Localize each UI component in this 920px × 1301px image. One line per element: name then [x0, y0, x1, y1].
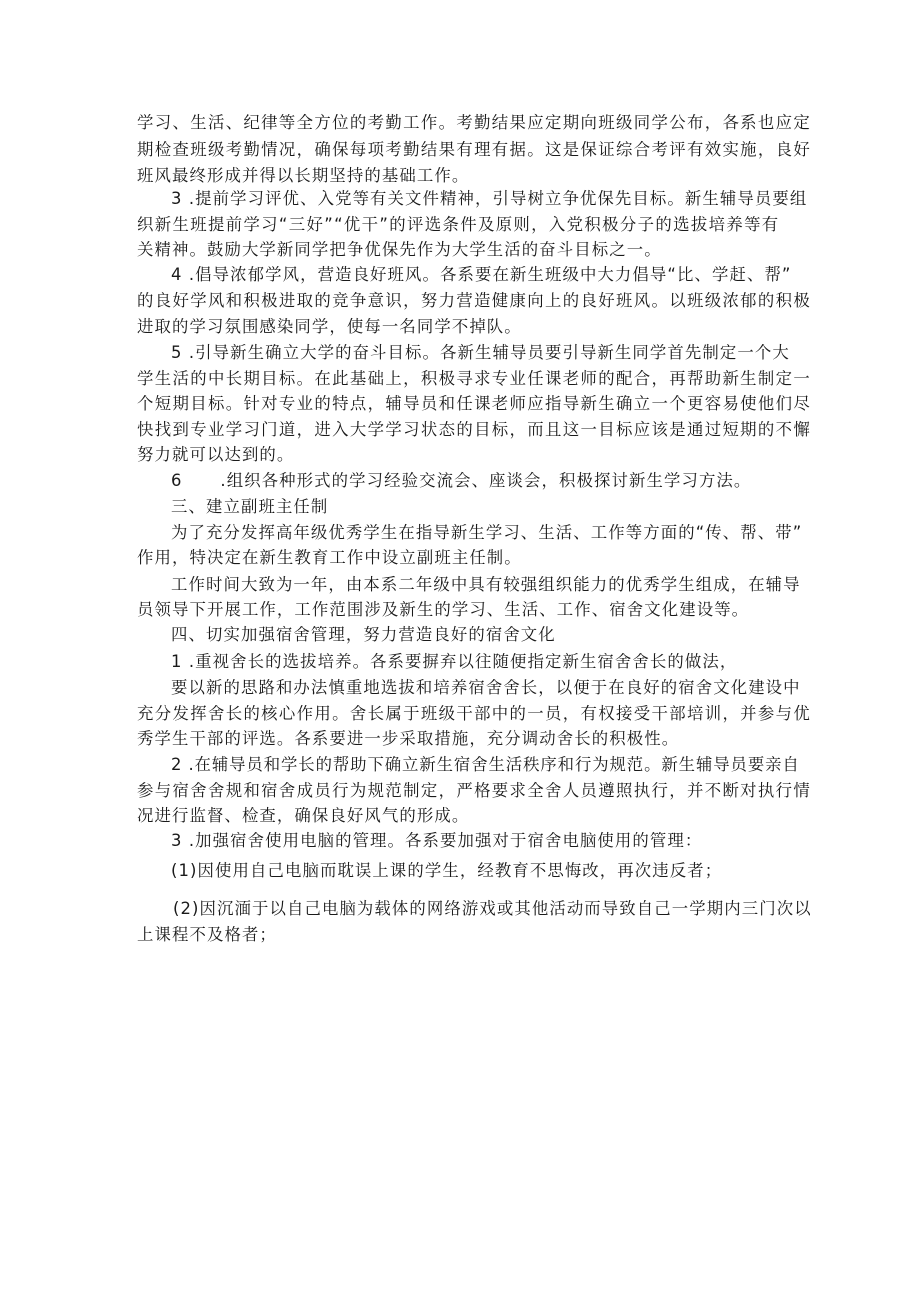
text-line: 期检查班级考勤情况，确保每项考勤结果有理有据。这是保证综合考评有效实施，良好: [137, 140, 812, 159]
text-line: 4 .倡导浓郁学风，营造良好班风。各系要在新生班级中大力倡导“比、学赶、帮”: [171, 265, 792, 284]
text-line: 学习、生活、纪律等全方位的考勤工作。考勤结果应定期向班级同学公布，各系也应定: [137, 113, 812, 132]
text-line: 工作时间大致为一年，由本系二年级中具有较强组织能力的优秀学生组成，在辅导: [171, 575, 801, 594]
text-line: 学生活的中长期目标。在此基础上，积极寻求专业任课老师的配合，再帮助新生制定一: [137, 369, 812, 388]
text-line: 作用，特决定在新生教育工作中设立副班主任制。: [137, 548, 522, 567]
text-line: 1 .重视舍长的选拔培养。各系要摒弃以往随便指定新生宿舍舍长的做法，: [171, 652, 738, 671]
text-line: 秀学生干部的评选。各系要进一步采取措施，充分调动舍长的积极性。: [137, 729, 680, 748]
text-line: 进取的学习氛围感染同学，使每一名同学不掉队。: [137, 317, 522, 336]
text-line: 6 .组织各种形式的学习经验交流会、座谈会，积极探讨新生学习方法。: [171, 471, 752, 490]
text-line: 织新生班提前学习“三好”“优干”的评选条件及原则，入党积极分子的选拔培养等有: [137, 215, 780, 234]
text-line: 2 .在辅导员和学长的帮助下确立新生宿舍生活秩序和行为规范。新生辅导员要亲自: [171, 755, 800, 774]
text-line: 为了充分发挥高年级优秀学生在指导新生学习、生活、工作等方面的“传、帮、带”: [171, 523, 803, 542]
text-line: 个短期目标。针对专业的特点，辅导员和任课老师应指导新生确立一个更容易使他们尽: [137, 394, 812, 413]
text-line: (2)因沉湎于以自己电脑为载体的网络游戏或其他活动而导致自己一学期内三门次以: [173, 899, 812, 918]
text-line: 努力就可以达到的。: [137, 445, 295, 464]
text-line: 充分发挥舍长的核心作用。舍长属于班级干部中的一员，有权接受干部培训，并参与优: [137, 704, 812, 723]
section-heading: 四、切实加强宿舍管理，努力营造良好的宿舍文化: [171, 625, 556, 644]
text-line: (1)因使用自己电脑而耽误上课的学生，经教育不思悔改，再次违反者；: [171, 861, 723, 880]
text-line: 快找到专业学习门道，进入大学学习状态的目标，而且这一目标应该是通过短期的不懈: [137, 420, 812, 439]
section-heading: 三、建立副班主任制: [171, 497, 329, 516]
text-line: 要以新的思路和办法慎重地选拔和培养宿舍舍长，以便于在良好的宿舍文化建设中: [171, 678, 801, 697]
text-line: 5 .引导新生确立大学的奋斗目标。各新生辅导员要引导新生同学首先制定一个大: [171, 343, 790, 362]
text-line: 上课程不及格者；: [137, 925, 277, 944]
text-line: 的良好学风和积极进取的竞争意识，努力营造健康向上的良好班风。以班级浓郁的积极: [137, 291, 812, 310]
text-line: 况进行监督、检查，确保良好风气的形成。: [137, 806, 470, 825]
text-line: 员领导下开展工作，工作范围涉及新生的学习、生活、工作、宿舍文化建设等。: [137, 600, 750, 619]
text-line: 3 .加强宿舍使用电脑的管理。各系要加强对于宿舍电脑使用的管理：: [171, 831, 703, 850]
text-line: 3 .提前学习评优、入党等有关文件精神，引导树立争优保先目标。新生辅导员要组: [171, 189, 808, 208]
text-line: 参与宿舍舍规和宿舍成员行为规范制定，严格要求全舍人员遵照执行，并不断对执行情: [137, 781, 812, 800]
text-line: 关精神。鼓励大学新同学把争优保先作为大学生活的奋斗目标之一。: [137, 240, 662, 259]
text-line: 班风最终形成并得以长期坚持的基础工作。: [137, 166, 470, 185]
